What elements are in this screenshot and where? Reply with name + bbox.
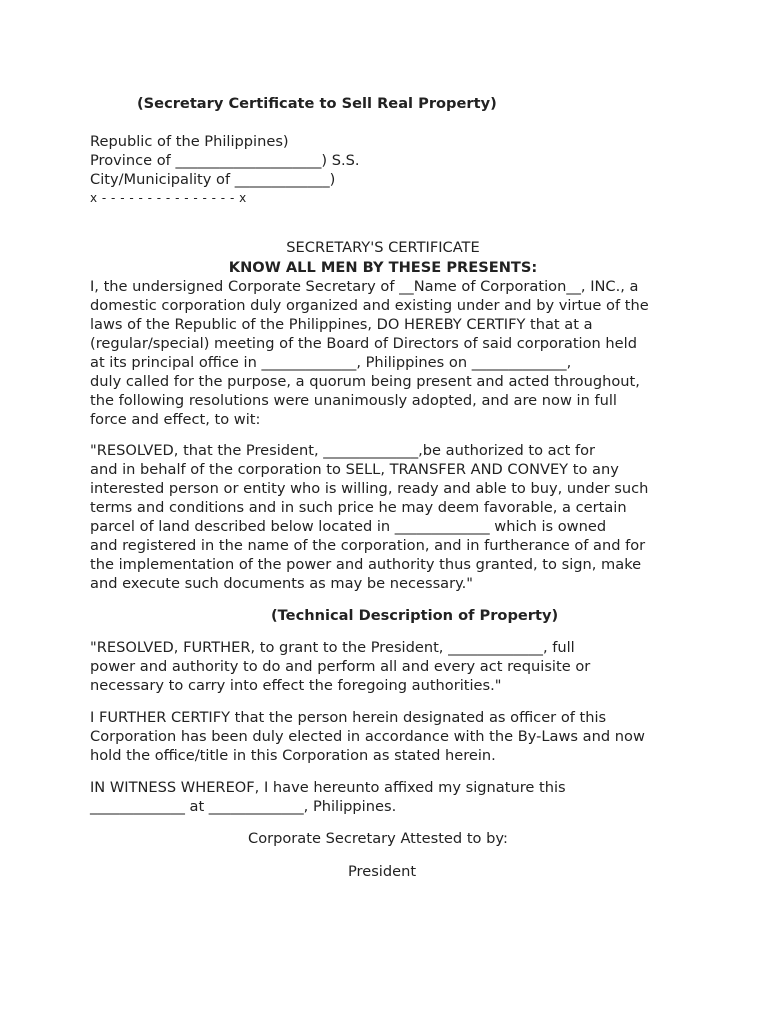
resolution-one-paragraph (90, 441, 682, 593)
further-certify-line: Corporation has been duly elected in accordance with the By-Laws and now (90, 728, 645, 745)
signatory-line: Corporate Secretary Attested to by: (248, 830, 508, 847)
intro-line: duly called for the purpose, a quorum being present and acted throughout, (90, 373, 640, 390)
resolution-one-line: and registered in the name of the corporation, and in furtherance of and for (90, 537, 646, 554)
further-certify-line: I FURTHER CERTIFY that the person herein designated as officer of this (90, 709, 607, 726)
intro-line: domestic corporation duly organized and existing under and by virtue of the (90, 297, 649, 314)
intro-line: the following resolutions were unanimously adopted, and are now in full (90, 392, 617, 409)
resolution-two-line: power and authority to do and perform all and every act requisite or (90, 658, 591, 675)
intro-paragraph (90, 277, 682, 429)
venue-city: City/Municipality of _____________) (90, 171, 336, 188)
intro-line: laws of the Republic of the Philippines, DO HEREBY CERTIFY that at a (90, 316, 593, 333)
venue-x-line: x - - - - - - - - - - - - - - - x (90, 191, 247, 205)
intro-line: (regular/special) meeting of the Board of Directors of said corporation held (90, 335, 637, 352)
intro-line: at its principal office in _____________, Philippines on _____________, (90, 354, 572, 371)
resolution-one-line: interested person or entity who is willing, ready and able to buy, under such (90, 480, 649, 497)
intro-line: force and effect, to wit: (90, 411, 261, 428)
intro-line: I, the undersigned Corporate Secretary of __Name of Corporation__, INC., a (90, 278, 639, 295)
resolution-one-line: "RESOLVED, that the President, _____________,be authorized to act for (90, 442, 596, 459)
certificate-heading: SECRETARY'S CERTIFICATE (286, 239, 480, 256)
technical-description: (Technical Description of Property) (271, 607, 559, 624)
resolution-one-line: the implementation of the power and authority thus granted, to sign, make (90, 556, 642, 573)
resolution-one-line: and in behalf of the corporation to SELL, TRANSFER AND CONVEY to any (90, 461, 619, 478)
further-certify-line: hold the office/title in this Corporation as stated herein. (90, 747, 496, 764)
witness-line: IN WITNESS WHEREOF, I have hereunto affixed my signature this (90, 779, 566, 796)
venue-province: Province of ____________________) S.S. (90, 152, 360, 169)
further-certify-paragraph (90, 708, 682, 765)
resolution-two-line: necessary to carry into effect the foregoing authorities." (90, 677, 502, 694)
resolution-two-line: "RESOLVED, FURTHER, to grant to the President, _____________, full (90, 639, 575, 656)
president-line: President (348, 863, 417, 880)
witness-line: _____________ at _____________, Philippines. (90, 798, 397, 815)
resolution-two-paragraph (90, 638, 682, 695)
resolution-one-line: parcel of land described below located in _____________ which is owned (90, 518, 607, 535)
certificate-subheading: KNOW ALL MEN BY THESE PRESENTS: (228, 259, 538, 276)
resolution-one-line: and execute such documents as may be necessary." (90, 575, 474, 592)
venue-republic: Republic of the Philippines) (90, 133, 289, 150)
witness-paragraph (90, 778, 682, 816)
document-title: (Secretary Certificate to Sell Real Property) (137, 95, 497, 112)
resolution-one-line: terms and conditions and in such price he may deem favorable, a certain (90, 499, 627, 516)
